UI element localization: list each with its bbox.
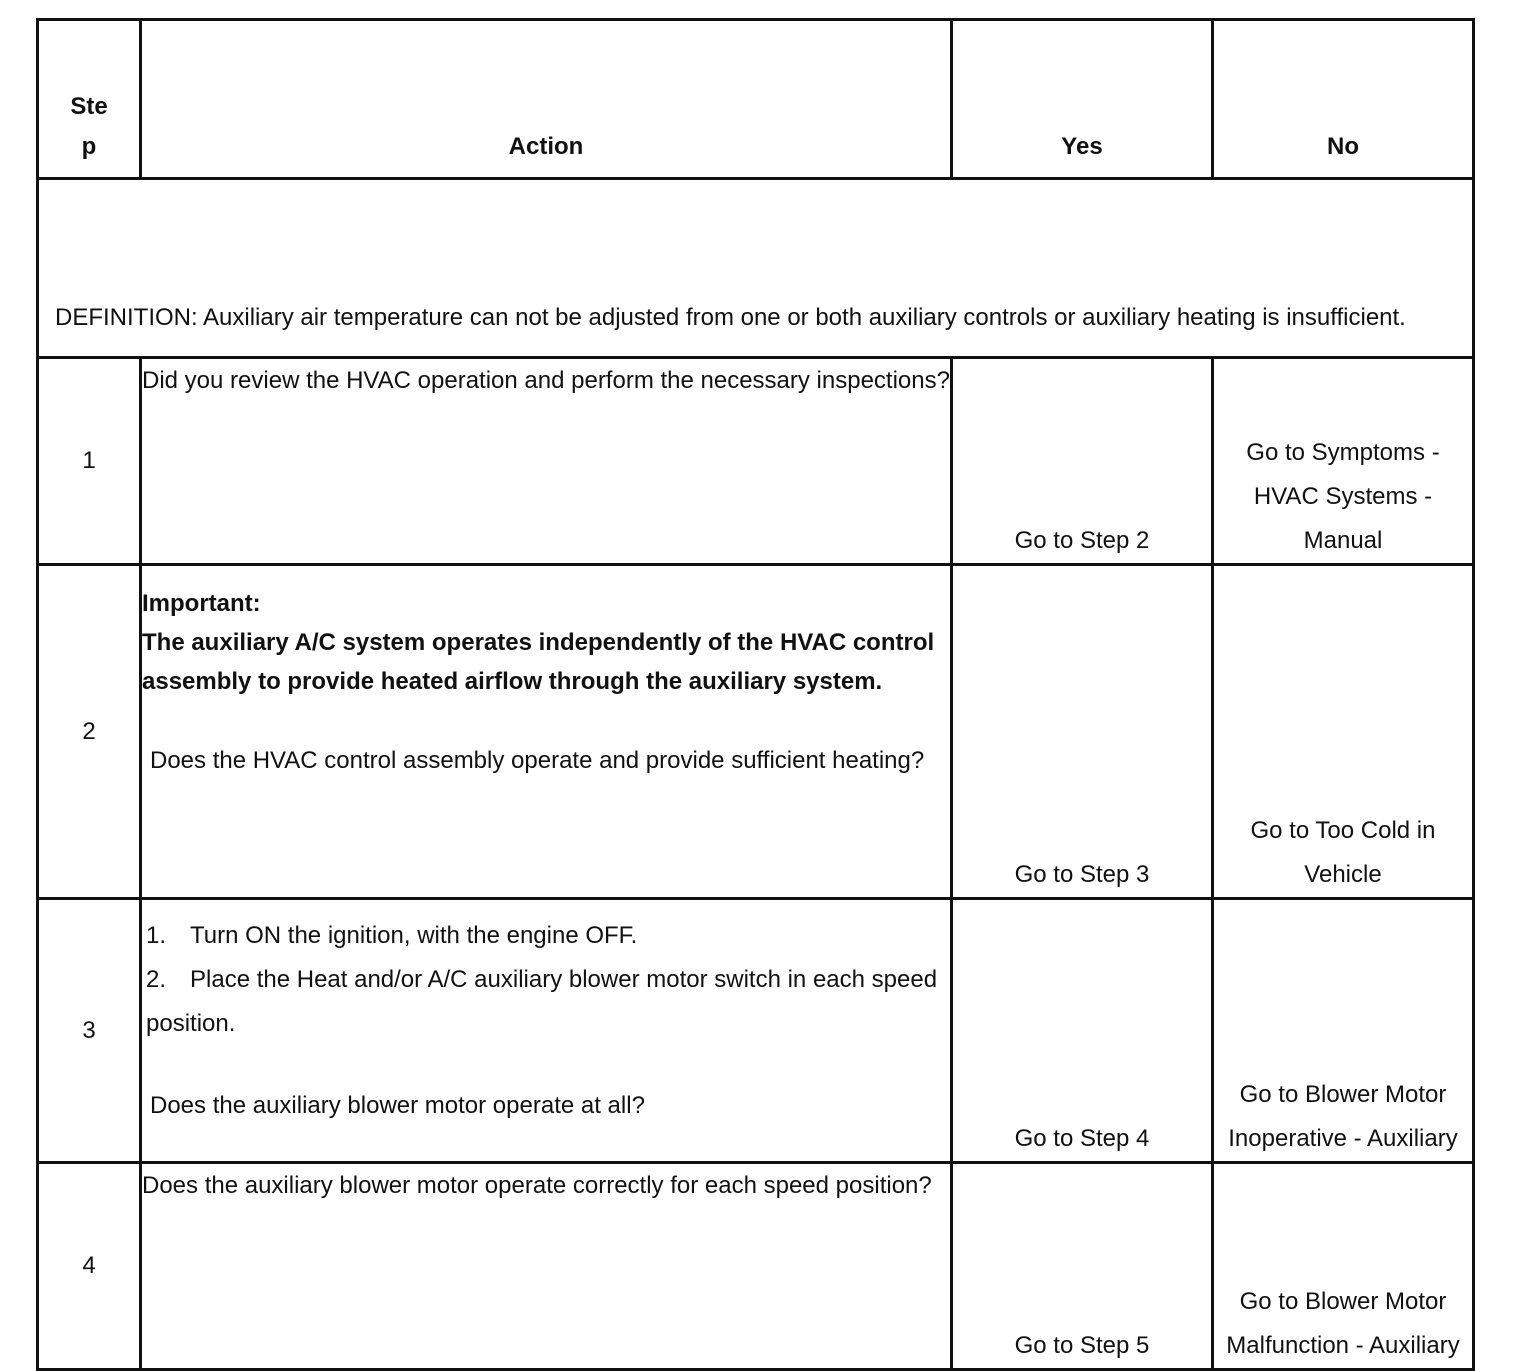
header-no: No bbox=[1213, 20, 1474, 179]
table-row bbox=[38, 565, 1474, 899]
step-number: 1 bbox=[38, 358, 141, 565]
list-item: 1. Turn ON the ignition, with the engine OFF. bbox=[146, 922, 638, 949]
action-text: Does the auxiliary blower motor operate correctly for each speed position? bbox=[141, 1163, 952, 1370]
header-row bbox=[38, 20, 1474, 179]
table-row bbox=[38, 358, 1474, 565]
yes-result: Go to Step 2 bbox=[952, 358, 1213, 565]
action-question: Does the HVAC control assembly operate and provide sufficient heating? bbox=[150, 747, 925, 774]
definition-row bbox=[38, 179, 1474, 358]
yes-result: Go to Step 3 bbox=[952, 565, 1213, 899]
action-text: Did you review the HVAC operation and perform the necessary inspections? bbox=[141, 358, 952, 565]
diagnostic-table bbox=[36, 18, 1475, 1371]
list-item: 2. Place the Heat and/or A/C auxiliary blower motor switch in each speed position. bbox=[146, 966, 938, 1037]
important-text: The auxiliary A/C system operates independently of the HVAC control assembly to provide heated airflow through the auxiliary system. bbox=[142, 629, 935, 695]
definition-text: DEFINITION: Auxiliary air temperature can not be adjusted from one or both auxiliary controls or auxiliary heating is insufficient. bbox=[38, 179, 1474, 358]
action-cell bbox=[141, 899, 952, 1163]
no-result: Go to Symptoms - HVAC Systems - Manual bbox=[1213, 358, 1474, 565]
no-result: Go to Too Cold in Vehicle bbox=[1213, 565, 1474, 899]
action-cell bbox=[141, 565, 952, 899]
yes-result: Go to Step 5 bbox=[952, 1163, 1213, 1370]
step-number: 2 bbox=[38, 565, 141, 899]
table-row bbox=[38, 899, 1474, 1163]
important-label: Important: bbox=[142, 590, 261, 617]
no-result: Go to Blower Motor Inoperative - Auxiliary bbox=[1213, 899, 1474, 1163]
header-step: Step bbox=[38, 20, 141, 179]
step-number: 4 bbox=[38, 1163, 141, 1370]
table-row bbox=[38, 1163, 1474, 1370]
header-action: Action bbox=[141, 20, 952, 179]
step-number: 3 bbox=[38, 899, 141, 1163]
header-yes: Yes bbox=[952, 20, 1213, 179]
no-result: Go to Blower Motor Malfunction - Auxiliary bbox=[1213, 1163, 1474, 1370]
important-note bbox=[142, 584, 950, 701]
yes-result: Go to Step 4 bbox=[952, 899, 1213, 1163]
action-question: Does the auxiliary blower motor operate at all? bbox=[150, 1092, 645, 1119]
